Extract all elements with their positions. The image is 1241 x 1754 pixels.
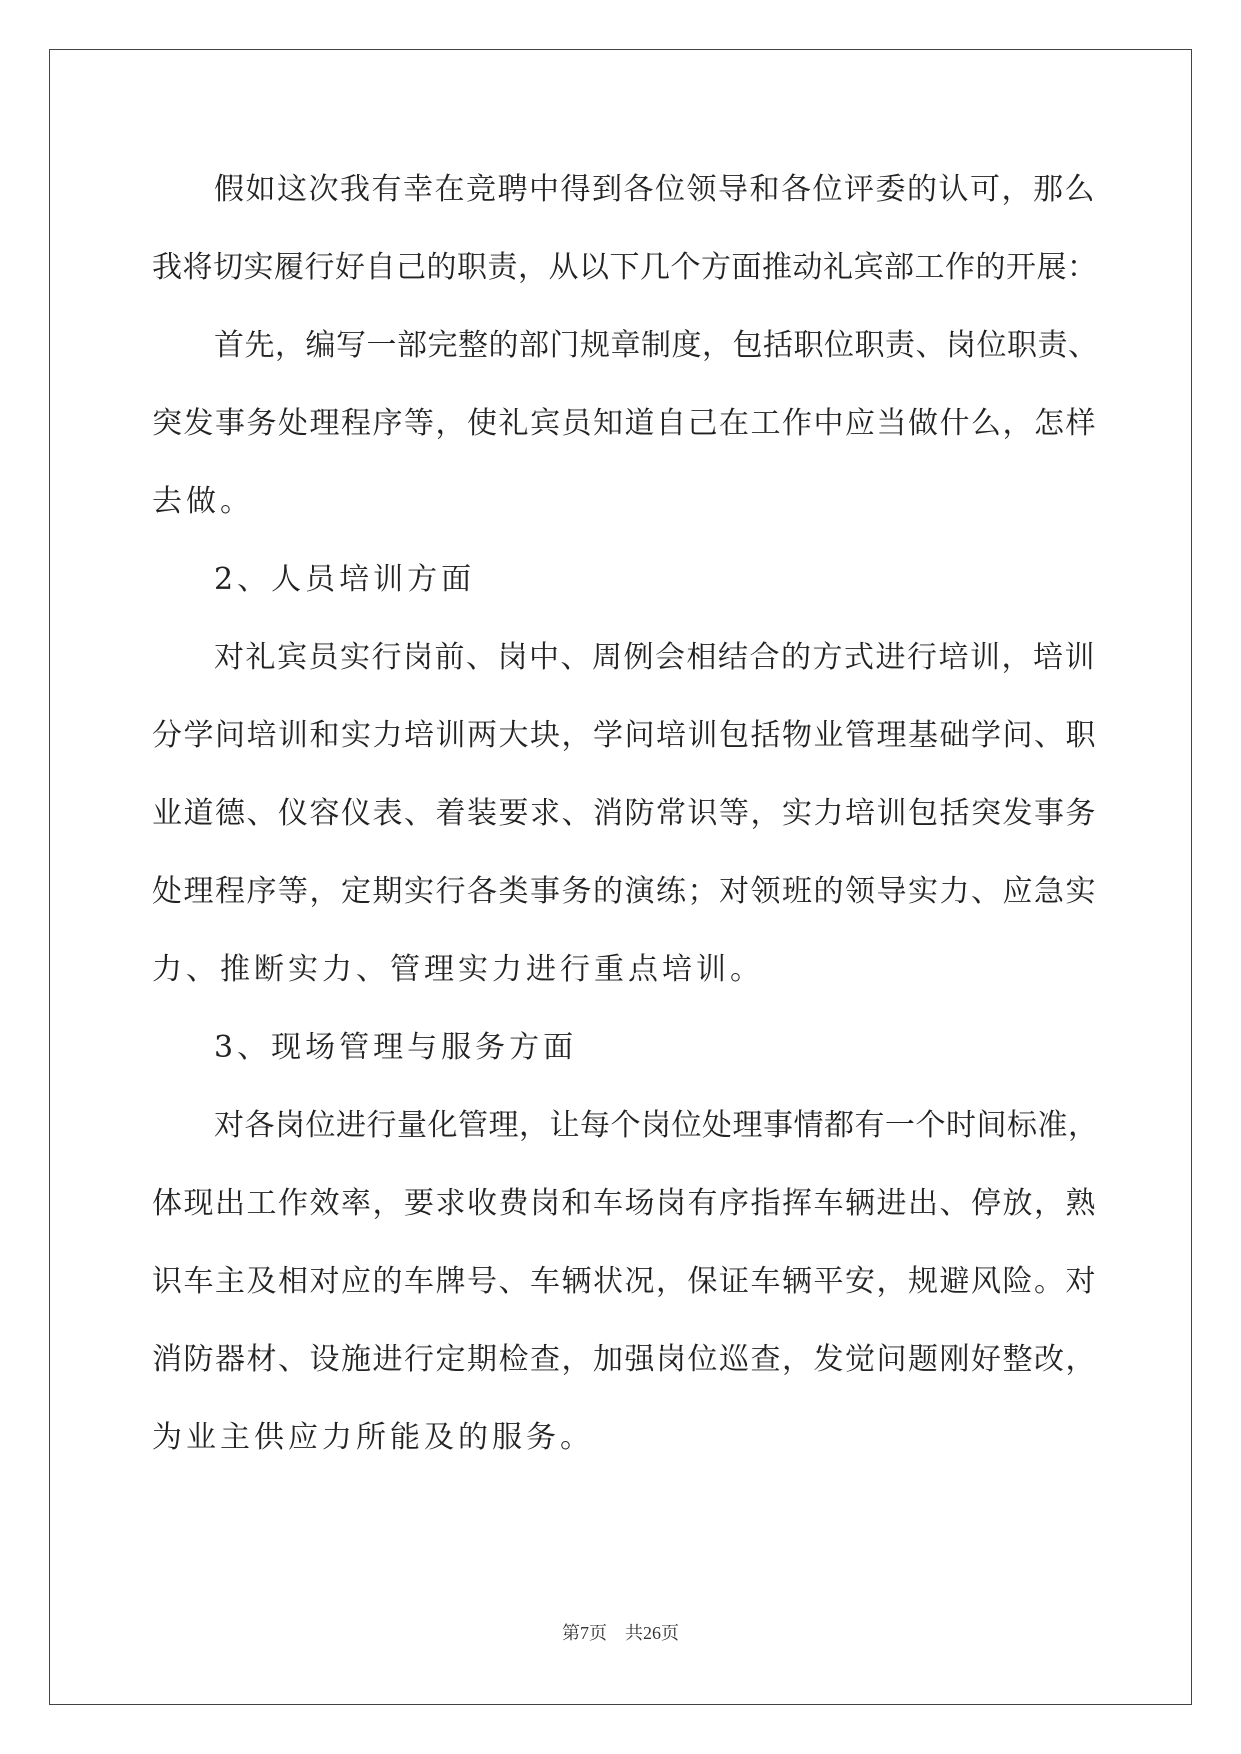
page-number-footer: 第7页 共26页: [562, 1623, 679, 1643]
text-line: 处理程序等，定期实行各类事务的演练；对领班的领导实力、应急实: [152, 874, 1097, 909]
text-line: 分学问培训和实力培训两大块，学问培训包括物业管理基础学问、职: [152, 718, 1097, 753]
text-line: 去做。: [152, 484, 254, 519]
text-line: 我将切实履行好自己的职责，从以下几个方面推动礼宾部工作的开展：: [152, 250, 1098, 285]
text-line: 首先，编写一部完整的部门规章制度，包括职位职责、岗位职责、: [214, 328, 1099, 363]
section-heading: 2、人员培训方面: [214, 562, 476, 597]
text-line: 对礼宾员实行岗前、岗中、周例会相结合的方式进行培训，培训: [214, 640, 1096, 675]
text-line: 体现出工作效率，要求收费岗和车场岗有序指挥车辆进出、停放，熟: [152, 1186, 1097, 1221]
section-heading: 3、现场管理与服务方面: [214, 1030, 578, 1065]
text-line: 对各岗位进行量化管理，让每个岗位处理事情都有一个时间标准，: [214, 1108, 1099, 1143]
text-line: 消防器材、设施进行定期检查，加强岗位巡查，发觉问题刚好整改，: [152, 1342, 1097, 1377]
text-line: 业道德、仪容仪表、着装要求、消防常识等，实力培训包括突发事务: [152, 796, 1097, 831]
text-line: 识车主及相对应的车牌号、车辆状况，保证车辆平安，规避风险。对: [152, 1264, 1097, 1299]
text-line: 假如这次我有幸在竞聘中得到各位领导和各位评委的认可，那么: [214, 172, 1096, 207]
text-line: 突发事务处理程序等，使礼宾员知道自己在工作中应当做什么，怎样: [152, 406, 1097, 441]
text-line: 力、推断实力、管理实力进行重点培训。: [152, 952, 764, 987]
text-line: 为业主供应力所能及的服务。: [152, 1420, 594, 1455]
